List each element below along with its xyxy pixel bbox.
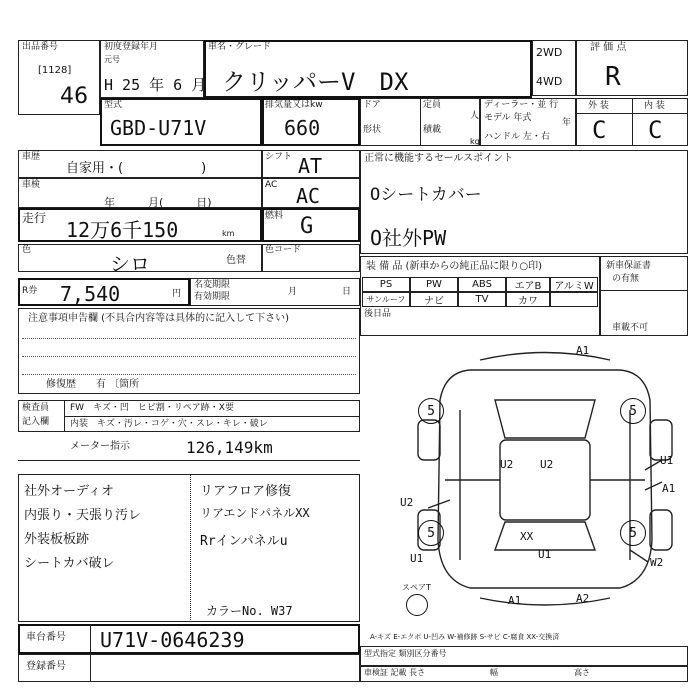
meter-value: 126,149km <box>186 438 273 457</box>
lot-number: 46 <box>60 84 88 109</box>
capacity-label: 定員 <box>423 100 442 110</box>
divider <box>632 98 633 146</box>
capacity-unit: 人 <box>470 111 480 121</box>
handle-label: ハンドル 左・右 <box>484 132 550 142</box>
shift-value: AT <box>298 154 323 178</box>
fuel-value: G <box>300 214 314 239</box>
width-label: 幅 <box>490 668 498 677</box>
mark-u2-left: U2 <box>400 496 414 509</box>
recycle-label: R券 <box>22 286 38 296</box>
equip-alloy: アルミW <box>550 277 598 292</box>
car-damage-diagram <box>400 340 690 620</box>
notes-label: 注意事項申告欄 (不具合内容等は具体的に記入して下さい) <box>28 313 289 324</box>
first-reg-label: 初度登録年月 <box>104 42 159 52</box>
first-reg-value: H 25 年 6 月 <box>104 76 207 94</box>
type-label: 型式 <box>104 100 123 110</box>
mileage-unit: km <box>222 229 235 238</box>
repaint-label: 色替 <box>226 255 246 266</box>
mark-circle-5: 5 <box>418 398 444 424</box>
height-label: 高さ <box>574 668 590 677</box>
color-label: 色 <box>22 245 32 255</box>
mark-u1-left: U1 <box>410 552 424 565</box>
remark-left-3: 外装板板跡 <box>24 532 90 547</box>
equip-ps: PS <box>362 277 410 292</box>
divider <box>90 624 91 654</box>
mileage-label: 走行 <box>22 211 47 225</box>
remark-right-2: リアエンドパネルXX <box>200 506 310 520</box>
equip-tv: TV <box>458 292 506 307</box>
history-value: 自家用・( ) <box>66 161 207 176</box>
interior-value: C <box>648 116 663 144</box>
divider <box>190 474 191 622</box>
lot-code: [1128] <box>38 65 72 76</box>
meter-label: メーター指示 <box>70 441 130 452</box>
divider <box>600 290 688 291</box>
damage-legend: A-キズ E-エクボ U-凹み W-補修跡 S-サビ C-腐食 XX-交換済 <box>370 633 560 641</box>
equip-blank <box>550 292 598 307</box>
load-label: 積載 <box>423 125 442 135</box>
divider <box>576 113 688 114</box>
equip-navi: ナビ <box>410 292 458 307</box>
warranty-label-1: 新車保証書 <box>606 261 652 271</box>
grade-label: 評 価 点 <box>590 42 627 53</box>
spare-tire-label: スペアT <box>402 583 431 592</box>
model-name-label: 車名・グレード <box>208 42 272 52</box>
dealer-label: ディーラー・並 行 <box>484 100 559 110</box>
load-unit: kg <box>470 137 480 146</box>
model-year-unit: 年 <box>562 118 572 128</box>
lot-label: 出品番号 <box>22 42 59 52</box>
color-code-label: 色コード <box>265 245 302 255</box>
fw-row: FW キズ・凹 ヒビ割・リペア跡・X要 <box>70 403 234 413</box>
interior-row: 内装 キズ・汚レ・コゲ・穴・スレ・キレ・破レ <box>70 419 268 429</box>
interior-label: 内 装 <box>644 101 665 111</box>
remark-right-3: Rrインパネルu <box>200 534 288 549</box>
door-label: ドア <box>363 100 381 110</box>
meigi-label-2: 有効期限 <box>194 292 231 302</box>
repair-history-label: 修復歴 有 〔箇所 <box>46 379 140 390</box>
grade-value: R <box>605 62 621 92</box>
model-name-value: クリッパーV DX <box>222 68 409 96</box>
meigi-day: 日 <box>342 287 352 297</box>
remark-left-4: シートカバ破レ <box>24 556 115 571</box>
inspection-label: 車検 <box>22 180 41 190</box>
mileage-value: 12万6千150 <box>66 218 179 242</box>
color-value: シロ <box>110 252 150 276</box>
model-year-label: モデル 年式 <box>484 113 532 123</box>
exterior-label: 外 装 <box>588 101 609 111</box>
reg-box <box>18 654 360 682</box>
ac-value: AC <box>296 184 321 208</box>
exterior-value: C <box>592 116 607 144</box>
inspector-label-1: 検査員 <box>22 403 50 413</box>
note-line <box>22 356 356 357</box>
reg-label: 登録番号 <box>26 661 66 672</box>
type-spec-label: 型式指定 類別区分番号 <box>364 649 447 658</box>
drive-4wd: 4WD <box>536 75 563 88</box>
mark-circle-5: 5 <box>620 520 646 546</box>
color-number: カラーNo. W37 <box>206 604 293 618</box>
equip-leather: カワ <box>506 292 550 307</box>
mark-xx: XX <box>520 530 534 543</box>
meigi-label-1: 名変期限 <box>194 280 231 290</box>
selling-point-1: Oシートカバー <box>370 185 482 205</box>
mark-a2-bottom: A2 <box>576 592 590 605</box>
chassis-label: 車台番号 <box>26 632 66 643</box>
recycle-unit: 円 <box>172 289 182 299</box>
displacement-label: 排気量又はkw <box>265 100 323 110</box>
mark-circle-5: 5 <box>620 398 646 424</box>
warranty-label-2: の有無 <box>612 274 640 284</box>
warranty-status: 車載不可 <box>612 323 649 333</box>
selling-points-label: 正常に機能するセールスポイント <box>364 153 514 164</box>
recycle-value: 7,540 <box>60 282 121 306</box>
spare-tire-circle <box>406 594 428 616</box>
equip-sunroof: サンルーフ <box>362 292 410 307</box>
shape-label: 形状 <box>363 125 382 135</box>
inspection-value: 年 月( 日) <box>104 196 212 209</box>
shift-label: シフト <box>265 152 293 162</box>
mark-u1-center: U1 <box>538 548 552 561</box>
inspector-label-2: 記入欄 <box>22 417 50 427</box>
remark-right-1: リアフロア修復 <box>200 484 292 499</box>
mark-u2-b: U2 <box>540 458 554 471</box>
meigi-month: 月 <box>288 287 298 297</box>
drive-2wd: 2WD <box>536 46 563 59</box>
divider <box>90 654 91 682</box>
fuel-label: 燃料 <box>265 211 284 221</box>
equip-airbag: エアB <box>506 277 550 292</box>
equipment-label: 装 備 品 (新車からの純正品に限り○印) <box>366 261 543 272</box>
divider <box>18 460 360 461</box>
era-label: 元号 <box>104 55 120 64</box>
mark-a1-right: A1 <box>662 482 676 495</box>
ac-label: AC <box>265 180 278 190</box>
remark-left-2: 内張り・天張り汚レ <box>24 508 142 523</box>
displacement-value: 660 <box>284 116 321 140</box>
selling-point-2: O社外PW <box>370 226 447 250</box>
mark-circle-5: 5 <box>418 520 444 546</box>
divider <box>420 98 421 146</box>
mark-u1-right: U1 <box>660 454 674 467</box>
equip-abs: ABS <box>458 277 506 292</box>
history-label: 車歴 <box>22 152 41 162</box>
divider <box>64 416 360 417</box>
remark-left-1: 社外オーディオ <box>24 484 114 499</box>
mark-w2: W2 <box>650 556 664 569</box>
chassis-value: U71V-0646239 <box>100 628 245 652</box>
rear-seat-label: 後日品 <box>364 309 392 319</box>
vehicle-size-label: 車検証 記載 長さ <box>364 668 426 677</box>
mark-a1-bottom: A1 <box>508 594 522 607</box>
mark-u2-a: U2 <box>500 458 514 471</box>
equip-pw: PW <box>410 277 458 292</box>
note-line <box>22 374 356 375</box>
note-line <box>22 338 356 339</box>
type-value: GBD-U71V <box>110 116 207 140</box>
mark-a1-top: A1 <box>576 344 590 357</box>
